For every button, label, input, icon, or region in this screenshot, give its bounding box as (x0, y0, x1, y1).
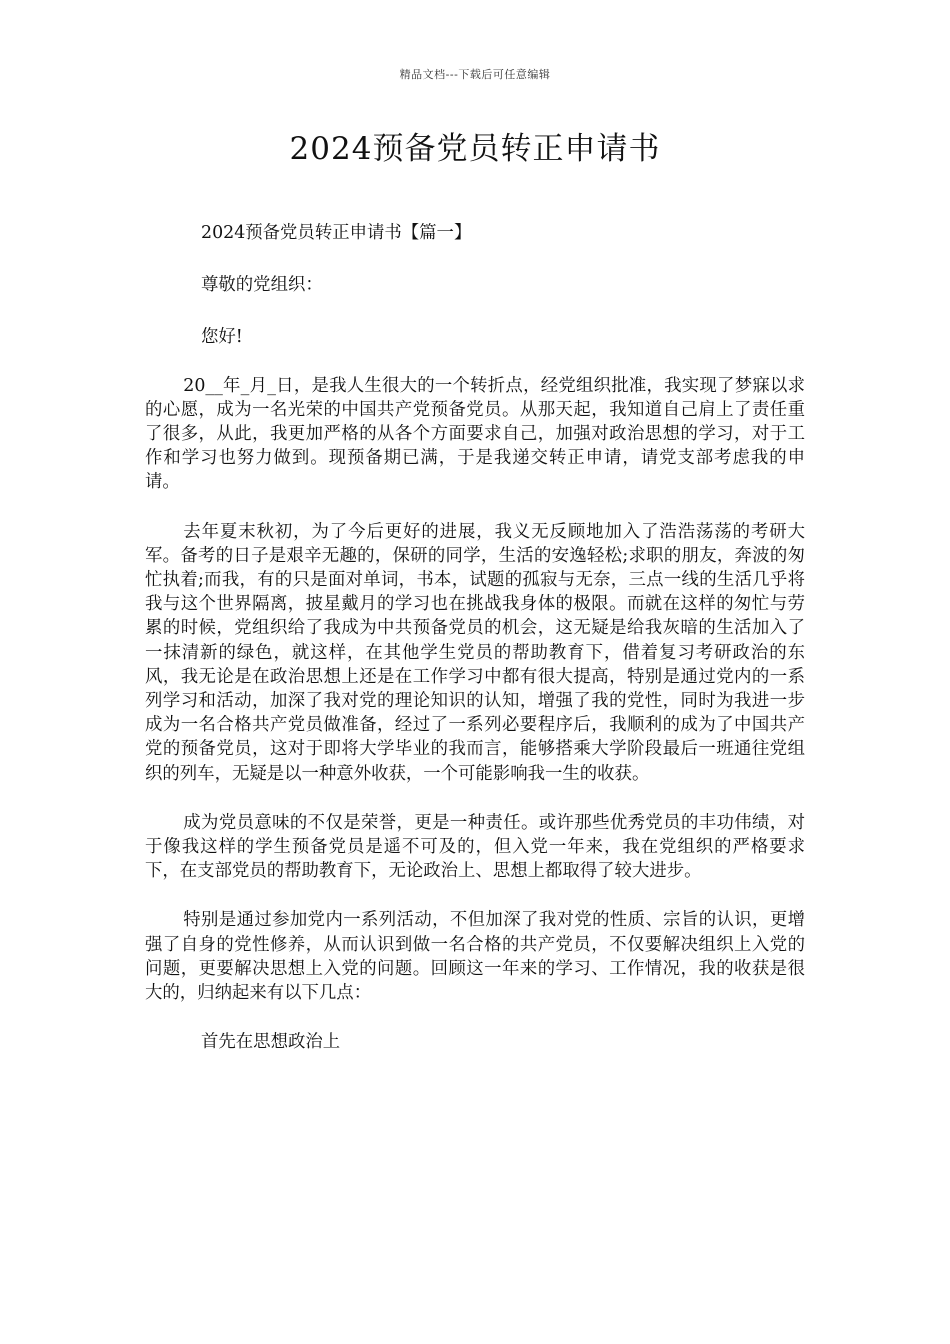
paragraph-2: 去年夏末秋初，为了今后更好的进展，我义无反顾地加入了浩浩荡荡的考研大军。备考的日子是艰辛无趣的，保研的同学，生活的安逸轻松;求职的朋友，奔波的匆忙执着;而我，有的只是面对单词，书本，试题的孤寂与无奈，三点一线的生活几乎将我与这个世界隔离，披星戴月的学习也在挑战我身体的极限。而就在这样的匆忙与劳累的时候，党组织给了我成为中共预备党员的机会，这无疑是给我灰暗的生活加入了一抹清新的绿色，就这样，在其他学生党员的帮助教育下，借着复习考研政治的东风，我无论是在政治思想上还是在工作学习中都有很大提高，特别是通过党内的一系列学习和活动，加深了我对党的理论知识的认知，增强了我的党性，同时为我进一步成为一名合格共产党员做准备，经过了一系列必要程序后，我顺利的成为了中国共产党的预备党员，这对于即将大学毕业的我而言，能够搭乘大学阶段最后一班通往党组织的列车，无疑是以一种意外收获，一个可能影响我一生的收获。 (145, 521, 805, 784)
header-note: 精品文档---下载后可任意编辑 (399, 68, 551, 81)
section-subtitle: 2024预备党员转正申请书【篇一】 (201, 223, 472, 243)
paragraph-1: 20__年_月_日，是我人生很大的一个转折点，经党组织批准，我实现了梦寐以求的心愿，成为一名光荣的中国共产党预备党员。从那天起，我知道自己肩上了责任重了很多，从此，我更加严格的从各个方面要求自己，加强对政治思想的学习，对于工作和学习也努力做到。现预备期已满，于是我递交转正申请，请党支部考虑我的申请。 (145, 375, 805, 493)
document-title: 2024预备党员转正申请书 (289, 131, 661, 167)
paragraph-4: 特别是通过参加党内一系列活动，不但加深了我对党的性质、宗旨的认识，更增强了自身的党性修养，从而认识到做一名合格的共产党员，不仅要解决组织上入党的问题，更要解决思想上入党的问题。回顾这一年来的学习、工作情况，我的收获是很大的，归纳起来有以下几点： (145, 910, 805, 1004)
paragraph-3: 成为党员意味的不仅是荣誉，更是一种责任。或许那些优秀党员的丰功伟绩，对于像我这样的学生预备党员是遥不可及的，但入党一年来，我在党组织的严格要求下，在支部党员的帮助教育下，无论政治上、思想上都取得了较大进步。 (145, 812, 805, 882)
salutation: 尊敬的党组织： (201, 275, 323, 296)
document-body (145, 221, 805, 1054)
closing-line: 首先在思想政治上 (201, 1032, 341, 1053)
greeting: 您好! (201, 327, 243, 348)
